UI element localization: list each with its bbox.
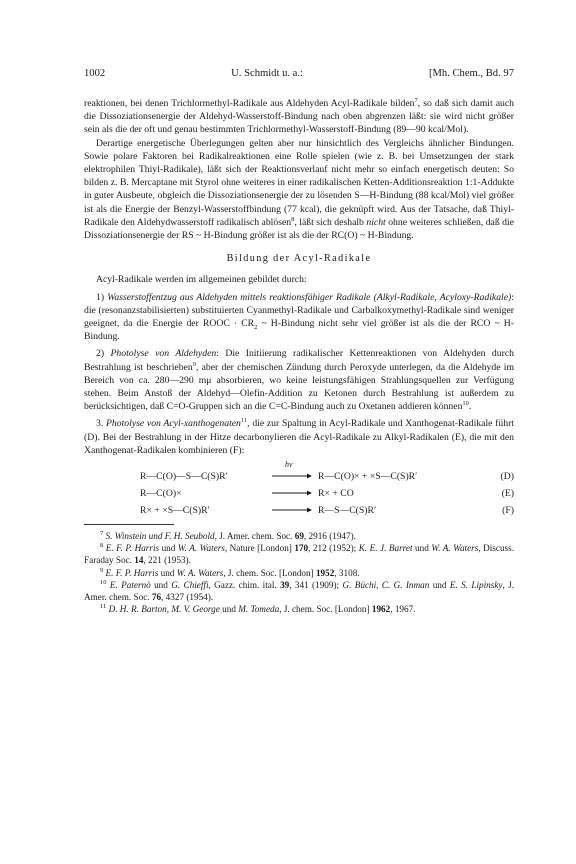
footnote-11 <box>84 603 514 615</box>
footnote-number: 8 <box>100 542 104 550</box>
text-span: , 212 (1952); <box>308 543 359 554</box>
text-span: . <box>468 401 472 413</box>
equation-f <box>84 499 514 516</box>
text-span: , Nature [London] <box>224 543 295 554</box>
footnote-volume: 1962 <box>371 604 391 615</box>
arrow-icon <box>272 490 312 496</box>
emphasis: Wasserstoffentzug aus Aldehyden mittels reaktionsfähiger Radikale (Alkyl-Radikale, Acyloxy-Radikale) <box>107 291 512 303</box>
footnote-9 <box>84 567 514 579</box>
footnote-authors: K. E. J. Barret <box>358 543 413 554</box>
equation-label: (E) <box>501 488 514 500</box>
text-span: ohne weiteres schließen, daß die Dissoziationsenergie der RS ~ H-Bindung größer ist als die der RC(O) ~ H-Bindung. <box>84 216 514 242</box>
text-span: , die zur Spaltung in Acyl-Radikale und Xanthogenat-Radikale führt (D). Bei der Bestrahlung in der Hitze decarbonylieren die Acyl-Radikale zu Alkyl-Radikalen (E), die mit den Xanthogenat-Radikalen kombinieren (F): <box>84 418 514 456</box>
text-span: , J. Amer. chem. Soc. <box>214 531 295 542</box>
reaction-arrow <box>272 486 312 499</box>
footnote-authors: E. F. P. Harris <box>105 567 159 578</box>
text-span: , J. chem. Soc. [London] <box>223 567 316 578</box>
subscript: 2 <box>254 323 258 331</box>
footnote-volume: 14 <box>134 555 144 566</box>
footnote-authors: W. A. Waters <box>431 543 479 554</box>
section-heading: Bildung der Acyl-Radikale <box>226 253 372 265</box>
page-header <box>84 68 514 79</box>
equation-e <box>84 482 514 499</box>
text-span: , Discuss. Faraday Soc. <box>84 543 514 566</box>
equation-right: R× + CO <box>318 488 354 500</box>
equation-right: R—C(O)× + ×S—C(S)R′ <box>318 471 418 483</box>
footnote-number: 7 <box>100 530 104 538</box>
text-span: und <box>150 579 172 590</box>
footnote-authors: E. Paternò <box>109 579 151 590</box>
arrow-icon <box>272 507 312 513</box>
footnote-number: 11 <box>100 603 107 611</box>
emphasis: Photolyse von Acyl-xanthogenaten <box>105 418 241 430</box>
footnote-authors: G. Büchi, C. G. Inman <box>342 579 430 590</box>
journal-reference: [Mh. Chem., Bd. 97 <box>428 68 514 79</box>
text-span: 1) <box>96 291 108 303</box>
footnote-authors: M. Tomeda <box>238 604 280 615</box>
ref-11: 11 <box>240 417 248 425</box>
text-span: 2) <box>96 348 111 360</box>
text-span: ~ H-Bindung nicht sehr viel größer ist als die der RCO ~ H-Bindung. <box>84 318 514 343</box>
footnote-8 <box>84 542 514 566</box>
equation-label: (D) <box>500 471 514 483</box>
text-span: und <box>159 543 178 554</box>
text-span: , läßt sich deshalb <box>294 216 367 228</box>
text-span: : Die Initiierung radikalischer Kettenreaktionen von Aldehyden durch Bestrahlung ist beschrieben <box>84 348 514 373</box>
text-span: und <box>412 543 432 554</box>
text-span: , 4327 (1954). <box>161 592 214 603</box>
body-text <box>84 97 514 457</box>
footnote-volume: 39 <box>280 579 290 590</box>
text-span: 3. <box>96 418 106 430</box>
footnote-authors: S. Winstein und F. H. Seubold <box>105 531 215 542</box>
paragraph-3: Acyl-Radikale werden im allgemeinen gebildet durch: <box>96 274 307 286</box>
paragraph-5 <box>84 347 514 413</box>
arrow-label: hν <box>285 460 293 470</box>
text-span: und <box>219 604 239 615</box>
footnote-authors: W. A. Waters <box>177 543 225 554</box>
paragraph-4 <box>84 291 514 344</box>
reaction-arrow <box>272 460 312 482</box>
text-span: , 2916 (1947). <box>303 531 356 542</box>
footnote-volume: 76 <box>151 592 162 603</box>
footnote-volume: 69 <box>294 531 304 542</box>
reaction-arrow <box>272 503 312 516</box>
text-span: , 3108. <box>334 567 360 578</box>
footnote-authors: D. H. R. Barton, M. V. George <box>108 604 220 615</box>
text-span: reaktionen, bei denen Trichlormethyl-Radikale aus Aldehyden Acyl-Radikale bilden <box>84 98 415 109</box>
footnote-divider <box>84 524 174 525</box>
text-span: : die (resonanzstabilisierten) substituierten Cyanmethyl-Radikale und Carbalkoxymethyl-Radikale sind weniger geeignet, da die Energie der ROOC · CR <box>84 291 514 330</box>
equation-left: R—C(O)× <box>140 488 182 500</box>
ref-8: 8 <box>291 215 295 223</box>
reaction-equations <box>84 460 514 517</box>
footnote-volume: 1952 <box>315 567 335 578</box>
ref-10: 10 <box>462 400 469 408</box>
equation-left: R× + ×S—C(S)R′ <box>140 505 210 517</box>
text-span: , aber der chemischen Zündung durch Peroxyde unterlegen, da die Aldehyde im Bereich von ca. 280—290 mμ absorbieren, wo keine leistungsfähigen Strahlungsquellen zur Verfügung stehen. Beim Anstoß der Aldehyd—Olefin-Addition zu Ketonen durch Bestrahlung ist außerdem zu berücksichtigen, daß C=O-Gruppen sich an die C=C-Bindung auch zu Oxetanen addieren können <box>84 361 514 413</box>
text-span: , 341 (1909); <box>289 579 343 590</box>
running-title: U. Schmidt u. a.: <box>231 68 303 79</box>
paragraph-2 <box>84 137 514 243</box>
emphasis: Photolyse von Aldehyden <box>110 348 217 360</box>
text-span: , so daß sich damit auch die Dissoziationsenergie der Aldehyd-Wasserstoff-Bindung nach oben abgrenzen läßt: sie wird nicht größer sein als die der oft und genau bestimmten Trichlormethyl-Wasserstoff-Bindung (89—90 kcal/Mol). <box>84 98 515 136</box>
footnote-number: 9 <box>100 566 104 574</box>
footnote-7 <box>84 530 514 542</box>
paragraph-6 <box>84 417 514 457</box>
footnote-volume: 170 <box>294 543 309 554</box>
paragraph-1 <box>84 97 514 137</box>
ref-7: 7 <box>414 96 418 104</box>
text-span: , J. chem. Soc. [London] <box>279 604 372 615</box>
footnote-10 <box>84 579 514 603</box>
page-number: 1002 <box>84 68 106 79</box>
footnote-authors: E. F. P. Harris <box>105 543 160 554</box>
equation-right: R—S—C(S)R′ <box>318 505 377 517</box>
footnote-number: 10 <box>100 578 107 586</box>
text-span: , J. Amer. chem. Soc. <box>84 579 515 603</box>
equation-d <box>84 460 514 483</box>
text-span: , Gazz. chim. ital. <box>208 579 281 590</box>
text-span: , 221 (1953). <box>143 555 191 566</box>
footnote-authors: E. S. Lipinsky <box>449 579 503 590</box>
equation-label: (F) <box>502 505 514 517</box>
text-span: und <box>158 567 177 578</box>
emphasis: nicht <box>366 216 386 228</box>
arrow-icon <box>272 473 312 479</box>
footnotes <box>84 530 514 615</box>
footnote-authors: G. Chieffi <box>171 579 209 590</box>
equation-left: R—C(O)—S—C(S)R′ <box>140 471 228 483</box>
text-span: und <box>429 579 450 590</box>
text-span: , 1967. <box>390 604 416 615</box>
footnote-authors: W. A. Waters <box>176 567 224 578</box>
text-span: Derartige energetische Überlegungen gelten aber nur hinsichtlich des Vergleichs ähnlicher Bindungen. Sowie polare Faktoren bei Radikalreaktionen eine Rolle spielen (wie z. B. bei Umsetzungen der stark elektrophilen Thiyl-Radikale), läßt sich der Reaktionsverlauf nicht mehr so einfach energetisch deuten: So bilden z. B. Mercaptane mit Styrol ohne weiteres in einer radikalischen Ketten-Additionsreaktion 1:1-Addukte in guter Ausbeute, obgleich die Dissoziationsenergie der zu lösenden S—H-Bindung (88 kcal/Mol) viel größer ist als die Energie der Benzyl-Wasserstoffbindung (77 kcal), die geknüpft wird. Aus der Tatsache, daß Thiyl-Radikale den Aldehydwasserstoff radikalisch ablösen <box>84 137 514 228</box>
ref-9: 9 <box>192 360 196 368</box>
